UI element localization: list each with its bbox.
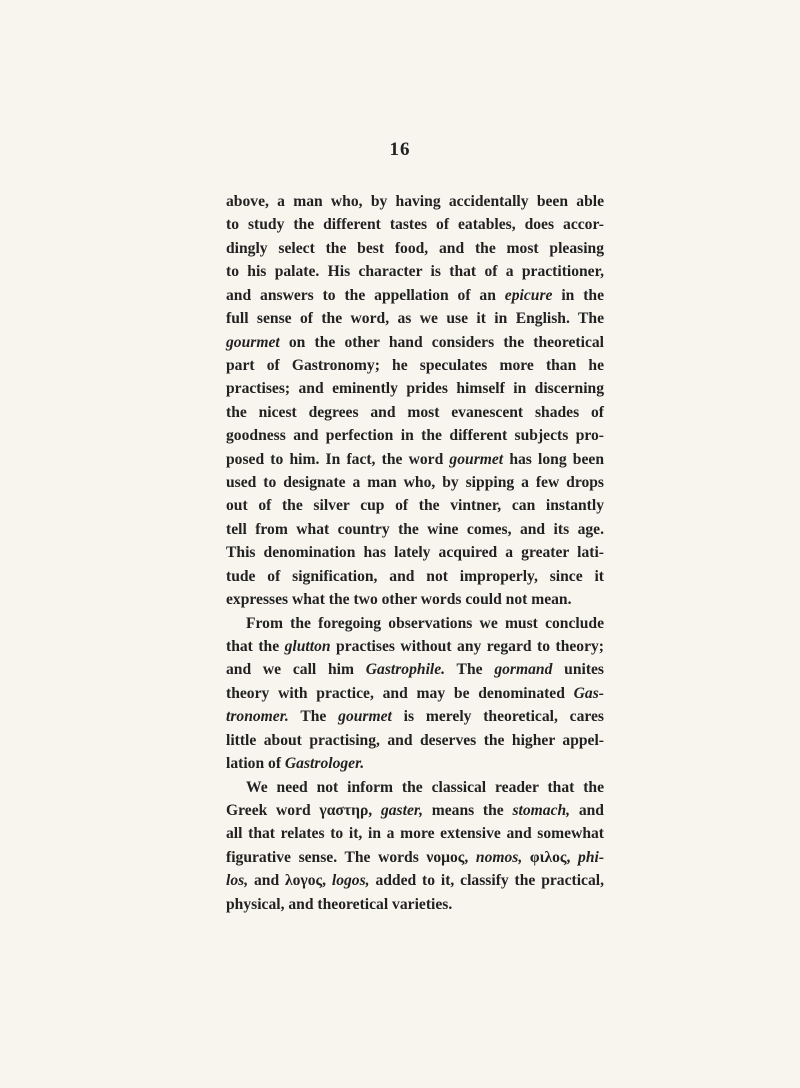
text-run: and answers to the appellation of an: [226, 286, 505, 304]
text-line: [226, 494, 604, 517]
text-run: dingly select the best food, and the most pleasing: [226, 239, 604, 257]
text-run: out of the silver cup of the vintner, can instantly: [226, 497, 604, 515]
text-run: has long been: [503, 450, 604, 468]
text-line: [226, 822, 604, 845]
text-run: used to designate a man who, by sipping a few drops: [226, 474, 604, 492]
text-run: tude of signification, and not improperly, since it: [226, 567, 604, 585]
italic-text: gourmet: [449, 450, 504, 468]
text-run: is merely theoretical, cares: [391, 708, 605, 726]
text-run: Greek word γαστηρ,: [226, 801, 381, 819]
text-line: [226, 448, 604, 471]
text-run: full sense of the word, as we use it in English. The: [226, 310, 604, 328]
text-line: [226, 284, 604, 307]
text-run: physical, and theoretical varieties.: [226, 895, 453, 913]
text-line: [226, 424, 604, 447]
text-run: This denomination has lately acquired a greater lati-: [226, 544, 604, 562]
text-run: in the: [552, 286, 604, 304]
text-line: [226, 541, 604, 564]
italic-text: epicure: [504, 286, 553, 304]
text-line: [226, 893, 604, 916]
text-line: [226, 588, 604, 611]
text-run: the nicest degrees and most evanescent shades of: [226, 403, 604, 421]
text-run: on the other hand considers the theoretical: [279, 333, 604, 351]
text-line: [226, 729, 604, 752]
text-run: goodness and perfection in the different subjects pro-: [226, 427, 604, 445]
italic-text: Gastrophile.: [365, 661, 446, 679]
text-line: [226, 401, 604, 424]
text-run: added to it, classify the practical,: [369, 872, 604, 890]
text-line: [226, 354, 604, 377]
text-line: [226, 658, 604, 681]
text-line: [226, 190, 604, 213]
text-line: [226, 307, 604, 330]
text-line: [226, 846, 604, 869]
text-run: means the: [422, 801, 513, 819]
text-run: unites: [552, 661, 605, 679]
text-run: practises; and eminently prides himself in discerning: [226, 380, 604, 398]
italic-text: phi-: [578, 848, 605, 866]
italic-text: tronomer.: [226, 708, 289, 726]
italic-text: los,: [226, 872, 249, 890]
text-line: [226, 237, 604, 260]
text-run: φιλος,: [522, 848, 579, 866]
text-line: [226, 635, 604, 658]
italic-text: gormand: [494, 661, 553, 679]
italic-text: Gastrologer.: [284, 755, 365, 773]
text-run: figurative sense. The words νομος,: [226, 848, 476, 866]
text-run: and we call him: [226, 661, 366, 679]
text-run: little about practising, and deserves the higher appel-: [226, 731, 604, 749]
text-line: [226, 331, 604, 354]
text-line: [226, 213, 604, 236]
text-run: The: [288, 708, 339, 726]
text-line: [226, 377, 604, 400]
text-line: [226, 752, 604, 775]
text-run: tell from what country the wine comes, and its age.: [226, 520, 604, 538]
text-line: [226, 682, 604, 705]
text-line: [226, 518, 604, 541]
italic-text: logos,: [331, 872, 370, 890]
text-run: From the foregoing observations we must conclude: [246, 614, 604, 632]
italic-text: Gas-: [573, 684, 604, 702]
text-run: The: [445, 661, 495, 679]
italic-text: stomach,: [512, 801, 571, 819]
text-run: lation of: [226, 755, 285, 773]
text-line: [226, 260, 604, 283]
text-run: expresses what the two other words could not mean.: [226, 591, 572, 609]
text-run: above, a man who, by having accidentally been able: [226, 193, 604, 210]
text-run: We need not inform the classical reader that the: [246, 778, 604, 796]
text-run: theory with practice, and may be denominated: [226, 684, 574, 702]
text-run: all that relates to it, in a more extensive and somewhat: [226, 825, 604, 843]
text-run: to study the different tastes of eatables, does accor-: [226, 216, 604, 234]
text-line: [226, 776, 604, 799]
italic-text: gaster,: [380, 801, 423, 819]
text-run: to his palate. His character is that of a practitioner,: [226, 263, 604, 281]
text-run: that the: [226, 638, 285, 656]
page-number: 16: [389, 139, 411, 160]
italic-text: nomos,: [475, 848, 523, 866]
body-text: [226, 190, 604, 916]
text-line: [226, 471, 604, 494]
text-run: practises without any regard to theory;: [330, 638, 604, 656]
text-line: [226, 869, 604, 892]
italic-text: gourmet: [226, 333, 280, 351]
text-run: and: [570, 801, 604, 819]
text-run: posed to him. In fact, the word: [226, 450, 450, 468]
text-line: [226, 799, 604, 822]
text-run: and λογος,: [248, 872, 332, 890]
text-line: [226, 565, 604, 588]
text-run: part of Gastronomy; he speculates more than he: [226, 356, 604, 374]
italic-text: gourmet: [338, 708, 392, 726]
text-line: [226, 705, 604, 728]
text-line: [226, 612, 604, 635]
italic-text: glutton: [284, 638, 331, 656]
